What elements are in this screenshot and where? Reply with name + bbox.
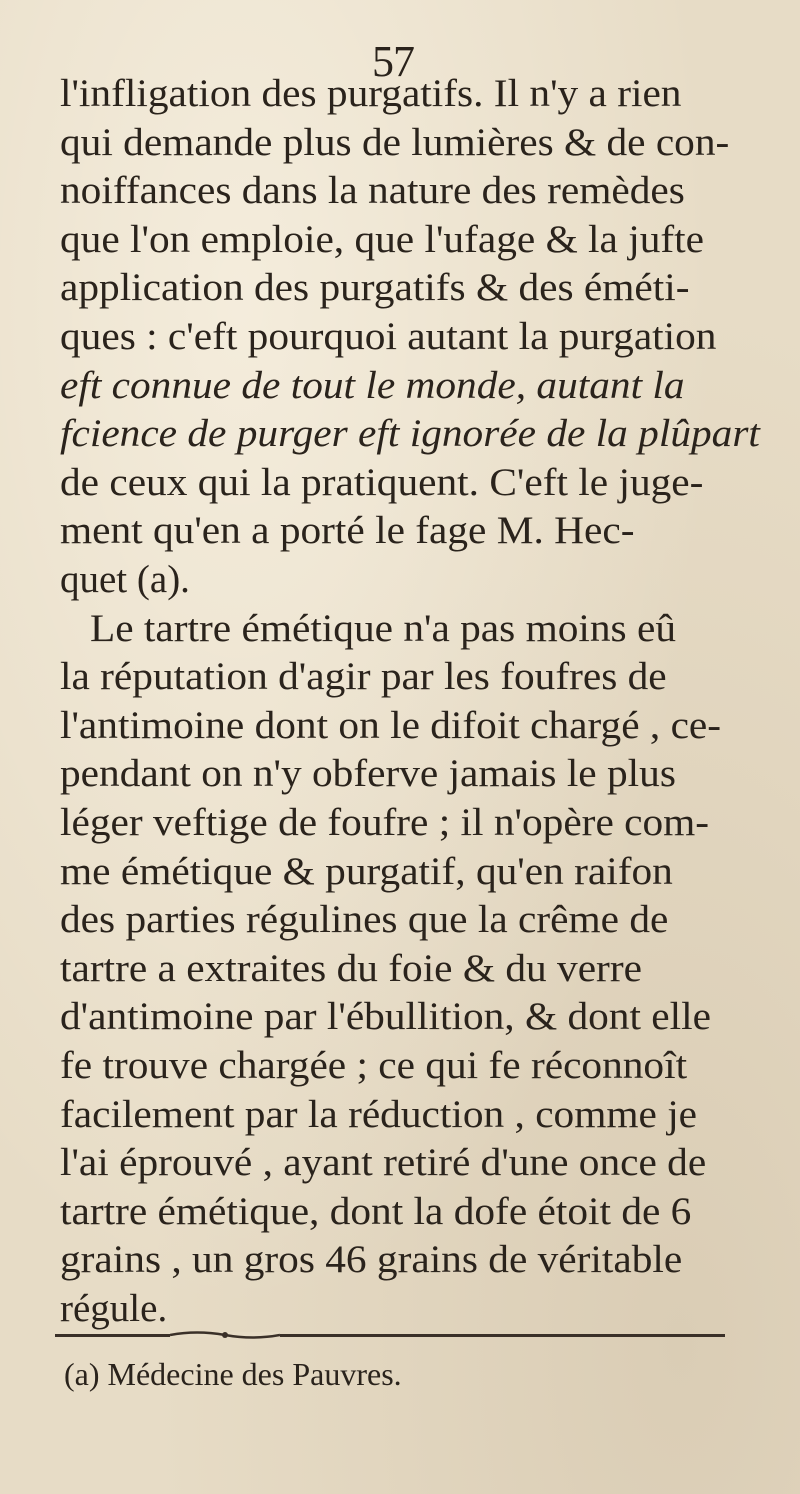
footnote-divider — [55, 1334, 725, 1337]
text-line-14: l'antimoine dont on le difoit chargé , ce- — [60, 703, 722, 747]
text-line-3: noiffances dans la nature des remèdes — [60, 169, 685, 213]
text-line-16: léger veftige de foufre ; il n'opère com- — [60, 801, 710, 844]
text-line-11: quet (a). — [60, 558, 190, 601]
text-line-23: l'ai éprouvé , ayant retiré d'une once de — [60, 1141, 707, 1185]
divider-ornament — [170, 1328, 280, 1342]
text-line-1: l'infligation des purgatifs. Il n'y a rien — [60, 72, 682, 115]
text-line-9: de ceux qui la pratiquent. C'eft le juge- — [60, 460, 704, 504]
text-line-6: ques : c'eft pourquoi autant la purgation — [60, 315, 717, 358]
text-line-4: que l'on emploie, que l'ufage & la jufte — [60, 217, 704, 261]
text-line-8: fcience de purger eft ignorée de la plûpart — [60, 412, 760, 456]
page-number: 57 — [372, 37, 414, 86]
text-line-25: grains , un gros 46 grains de véritable — [60, 1238, 683, 1282]
footnote: (a) Médecine des Pauvres. — [64, 1356, 402, 1392]
text-line-20: d'antimoine par l'ébullition, & dont elle — [60, 995, 711, 1039]
text-line-17: me émétique & purgatif, qu'en raifon — [60, 849, 673, 893]
text-line-5: application des purgatifs & des éméti- — [60, 266, 690, 310]
text-line-22: facilement par la réduction , comme je — [60, 1092, 698, 1136]
text-line-19: tartre a extraites du foie & du verre — [60, 946, 642, 990]
text-line-21: fe trouve chargée ; ce qui fe réconnoît — [60, 1044, 688, 1087]
text-line-12: Le tartre émétique n'a pas moins eû — [90, 606, 676, 650]
text-line-10: ment qu'en a porté le fage M. Hec- — [60, 509, 635, 553]
text-line-2: qui demande plus de lumières & de con- — [60, 120, 730, 164]
text-line-15: pendant on n'y obferve jamais le plus — [60, 752, 676, 796]
text-line-13: la réputation d'agir par les foufres de — [60, 655, 667, 699]
text-line-7: eft connue de tout le monde, autant la — [60, 363, 685, 407]
text-line-18: des parties régulines que la crême de — [60, 898, 669, 942]
text-line-24: tartre émétique, dont la dofe étoit de 6 — [60, 1189, 692, 1233]
text-line-26: régule. — [60, 1287, 168, 1330]
